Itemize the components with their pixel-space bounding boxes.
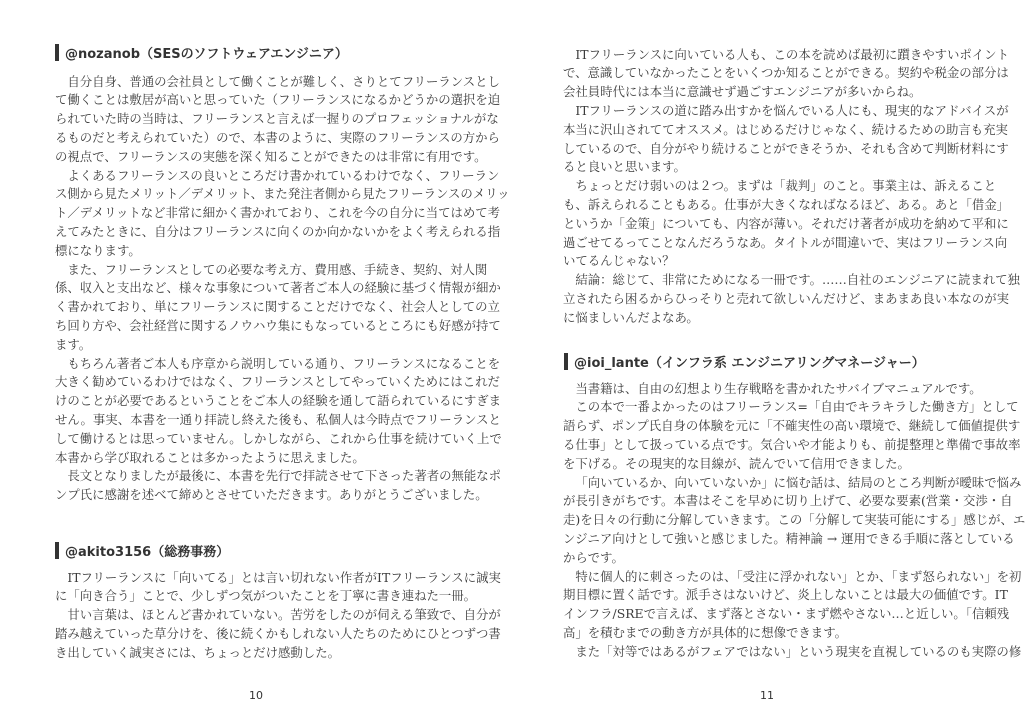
text-line: いてるんじゃない？ [563, 253, 675, 269]
section-heading [55, 540, 229, 560]
text-line: ITフリーランスに「向いてる」とは言い切れない作者がITフリーランスに誠実 [67, 569, 501, 585]
text-line: ちょっとだけ弱いのは２つ。まずは「裁判」のこと。事業主は、訴えること [575, 178, 997, 194]
text-line: るものだと考えられていた）ので、本書のように、実際のフリーランスの方から [55, 129, 500, 145]
text-line: また「対等ではあるがフェアではない」という現実を直視しているのも実際の修 [575, 643, 1022, 659]
heading-text: @ioi_lante（インフラ系 エンジニアリングマネージャー） [574, 355, 925, 371]
section-body [563, 380, 1025, 662]
paragraph [563, 46, 1009, 102]
text-line: からです。 [563, 549, 624, 565]
text-line: 「向いているか、向いていないか」に悩む話は、結局のところ判断が曖昧で悩み [575, 474, 1022, 490]
text-line: 走)を日々の行動に分解していきます。この「分解して実装可能にする」感じが、エ [563, 512, 1025, 528]
page-left [0, 0, 512, 727]
paragraph [563, 568, 1022, 643]
text-line: えてみたときに、自分はフリーランスに向くのか向かないかをよく考えられる指 [55, 223, 501, 239]
text-line: で、意識していなかったことをいくつか知ることができる。契約や税金の部分は [563, 65, 1009, 81]
text-line: もちろん著者ご本人も序章から説明している通り、フリーランスになることを [67, 355, 501, 371]
section-heading [55, 42, 348, 62]
text-line: 大きく勧めているわけではなく、フリーランスとしてやっていくためにはこれだ [55, 374, 500, 390]
text-line: 本書から学び取れることは多かったように思えました。 [55, 449, 365, 465]
text-line: 本当に沢山されててオススメ。はじめるだけじゃなく、続けるための助言も充実 [563, 121, 1008, 137]
text-line: 当書籍は、自由の幻想より生存戦略を書かれたサバイブマニュアルです。 [575, 380, 982, 396]
text-line: ンプ氏に感謝を述べて締めとさせていただきます。ありがとうございました。 [55, 487, 488, 503]
text-line: 結論：総じて、非常にためになる一冊です。……自社のエンジニアに読まれて独 [575, 272, 1020, 288]
paragraph [55, 606, 501, 662]
text-line: ITフリーランスに向いている人も、この本を読めば最初に躓きやすいポイント [575, 46, 1009, 62]
text-line: して働けるとは思っていません。しかしながら、これから仕事を続けていく上で [55, 430, 502, 446]
text-line: られていた時の当時は、フリーランスと言えば一握りのプロフェッショナルがな [55, 111, 499, 127]
page-number: 11 [760, 689, 774, 702]
paragraph [563, 398, 1021, 473]
text-line: 長文となりましたが最後に、本書を先行で拝読させて下さった著者の無能なポ [67, 468, 502, 484]
text-line: を下げる。その現実的な目線が、読んでいて信用できました。 [563, 455, 910, 471]
text-line: インフラ/SREで言えば、まず落とさない・まず燃やさない…と近しい。「信頼残 [563, 606, 1010, 622]
text-line: 期目標に置く話です。派手さはないけど、炎上しないことは最大の価値です。IT [563, 587, 1008, 603]
text-line: この本で一番よかったのはフリーランス=「自由でキラキラした働き方」として [575, 399, 1019, 415]
text-line: せん。事実、本書を一通り拝読し終えた後も、私個人は今時点でフリーランスと [55, 411, 501, 427]
text-line: 甘い言葉は、ほとんど書かれていない。苦労をしたのが伺える筆致で、自分が [67, 607, 501, 623]
text-line: よくあるフリーランスの良いところだけ書かれているわけでなく、フリーラン [67, 167, 500, 183]
text-line: 過ごせてるってことなんだろうなあ。タイトルが間違いで、実はフリーランス向 [563, 234, 1008, 250]
section-body [55, 569, 501, 663]
text-line: に「向き合う」ことで、少しずつ気がついたことを丁寧に書き連ねた一冊。 [55, 588, 477, 604]
heading-text: @akito3156（総務事務） [65, 544, 230, 560]
text-line: ス側から見たメリット／デメリット、また発注者側から見たフリーランスのメリッ [55, 186, 510, 202]
text-line: けのことが必要であるということをご本人の経験を通して語られているにすぎま [55, 393, 502, 409]
text-line: も、訴えられることもある。仕事が大きくなればなるほど、ある。あと「借金」 [563, 196, 1010, 212]
text-line: ト／デメリットなど非常に細かく書かれており、これを今の自分に当てはめて考 [55, 205, 501, 221]
paragraph [563, 271, 1020, 327]
heading-bar [55, 44, 59, 61]
text-line: 特に個人的に刺さったのは、「受注に浮かれない」とか、「まず怒られない」を初 [575, 568, 1022, 584]
text-line: る仕事」として扱っている点です。気合いや才能よりも、前提整理と準備で事故率 [563, 436, 1021, 452]
text-line: 係、収入と支出など、様々な事象について著者ご本人の経験に基づく情報が細か [55, 280, 501, 296]
paragraph [563, 177, 1010, 271]
paragraph [563, 474, 1025, 568]
text-line: 会社員時代には本当に意識せず過ごすエンジニアが多いからね。 [563, 84, 922, 100]
paragraph [55, 355, 502, 468]
paragraph [563, 102, 1009, 177]
text-line: ITフリーランスの道に踏み出すかを悩んでいる人にも、現実的なアドバイスが [575, 102, 1009, 118]
text-line: く書かれており、単にフリーランスに関することだけでなく、社会人としての立 [55, 299, 500, 315]
text-line: が長引きがちです。本書はそこを早めに切り上げて、必要な要素(営業・交渉・自 [563, 493, 1013, 509]
text-line: て働くことは敷居が高いと思っていた（フリーランスになるかどうかの選択を迫 [55, 92, 501, 108]
heading-text: @nozanob（SESのソフトウェアエンジニア） [65, 46, 348, 62]
text-line: き出していく誠実さには、ちょっとだけ感動した。 [55, 644, 340, 660]
paragraph [563, 643, 1022, 662]
paragraph [55, 261, 501, 355]
paragraph [55, 467, 502, 505]
paragraph [55, 167, 510, 261]
heading-bar [564, 353, 568, 370]
text-line: の視点で、フリーランスの実態を深く知ることができたのは非常に有用です。 [55, 148, 487, 164]
paragraph [55, 569, 501, 607]
text-line: というか「金策」についても、内容が薄い。それだけ著者が成功を納めて平和に [563, 215, 1009, 231]
text-line: 立されたら困るからひっそりと売れて欲しいんだけど、まあまあ良い本なのが実 [563, 290, 1010, 306]
section-body [55, 73, 510, 505]
text-line: 踏み越えていった草分けを、後に続くかもしれない人たちのためにひとつずつ書 [55, 625, 501, 641]
paragraph [563, 380, 982, 399]
text-line: 語らず、ポンプ氏自身の体験を元に「不確実性の高い環境で、継続して価値提供す [563, 418, 1021, 434]
text-line: ます。 [55, 336, 92, 352]
text-line: しているので、自分がやり続けることができそうか、それも含めて判断材料にす [563, 140, 1009, 156]
text-line: 自分自身、普通の会社員として働くことが難しく、さりとてフリーランスとし [67, 73, 500, 89]
text-line: 高」を積むまでの動き方が具体的に想像できます。 [563, 624, 847, 640]
text-line: また、フリーランスとしての必要な考え方、費用感、手続き、契約、対人関 [67, 261, 488, 277]
paragraph [55, 73, 501, 167]
heading-bar [55, 542, 59, 559]
section-body [563, 46, 1020, 328]
page-right [512, 0, 1024, 727]
text-line: ンジニア向けとして強いと感じました。精神論 → 運用できる手順に落としている [563, 530, 1015, 546]
text-line: ると良いと思います。 [563, 159, 686, 175]
section-heading [564, 351, 925, 371]
text-line: ち回り方や、会社経営に関するノウハウ集にもなっているところにも好感が持て [55, 317, 501, 333]
page-number: 10 [249, 689, 263, 702]
text-line: 標になります。 [55, 242, 141, 258]
text-line: に悩ましいんだよなあ。 [563, 309, 699, 325]
